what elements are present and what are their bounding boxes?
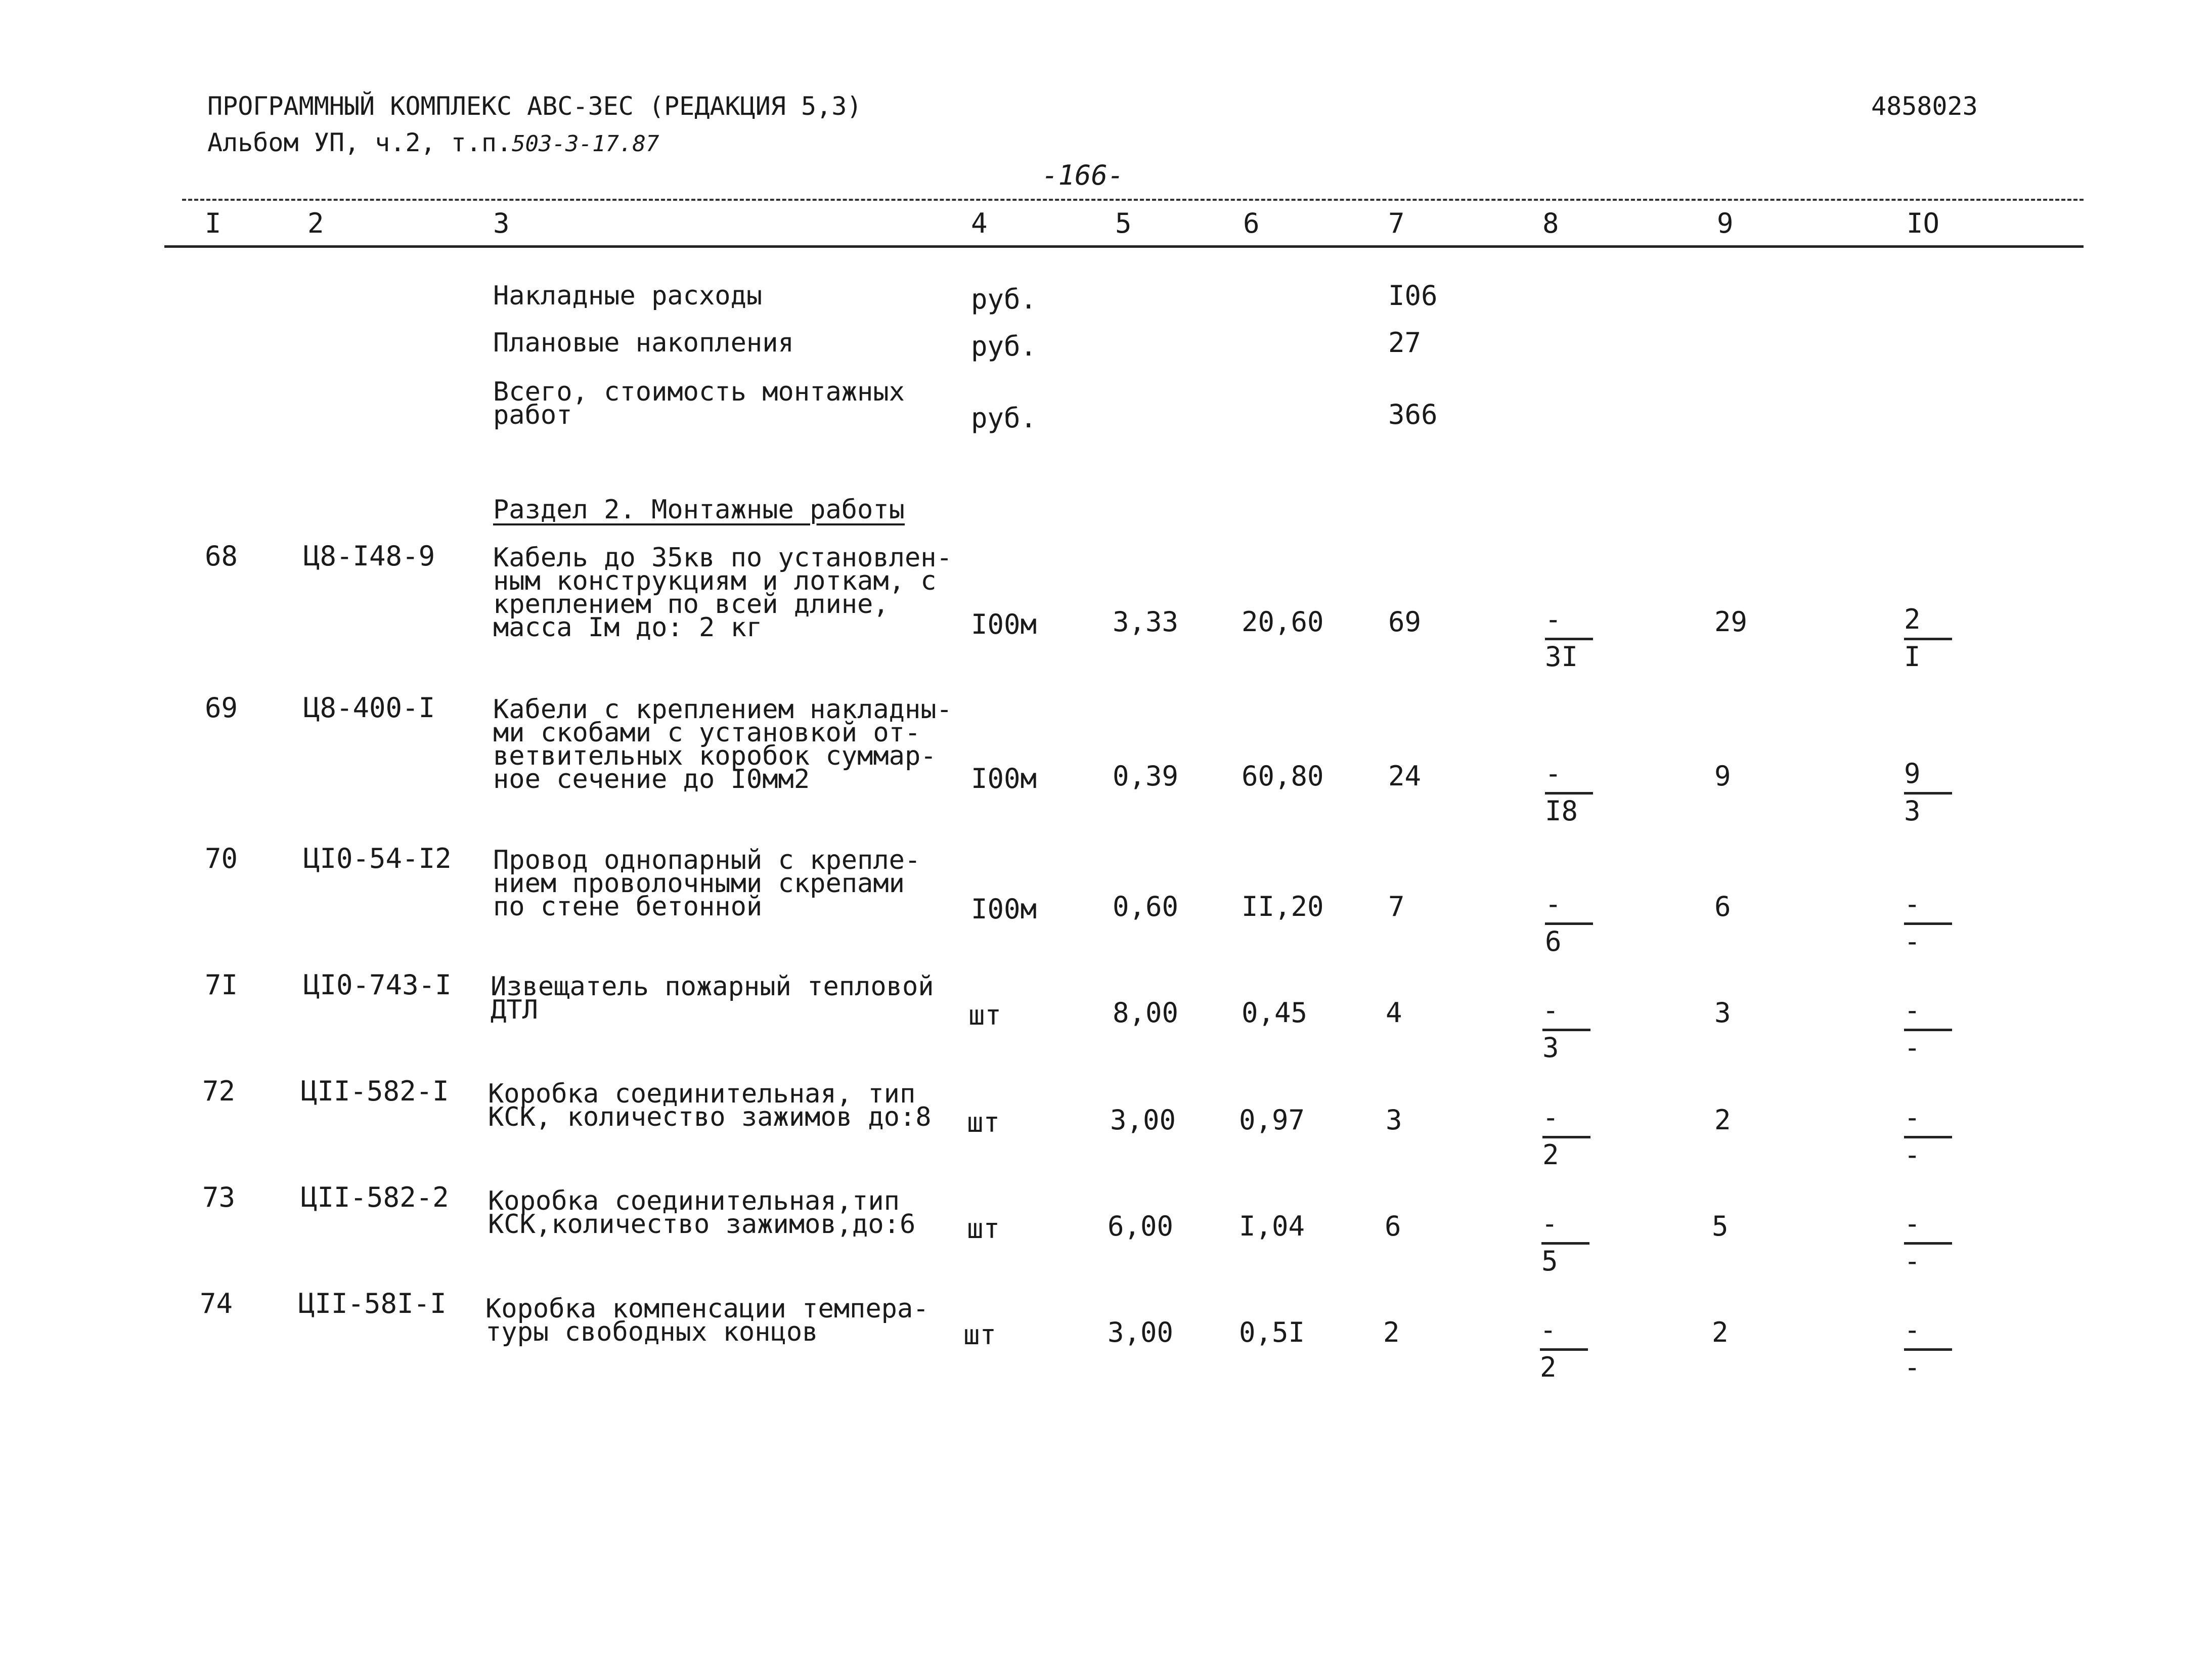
col10-bottom: - — [1904, 1245, 1921, 1277]
album-line — [207, 127, 659, 159]
row-total: 4 — [1386, 997, 1402, 1029]
row-number: 73 — [202, 1181, 236, 1213]
row-number: 74 — [200, 1288, 233, 1319]
fraction-bar — [1545, 638, 1593, 640]
row-code: Ц8-400-I — [303, 692, 435, 724]
row-code: ЦII-582-2 — [301, 1181, 449, 1213]
row-total: 3 — [1386, 1104, 1402, 1136]
col10-bottom: - — [1904, 1351, 1921, 1383]
row-price: 0,97 — [1239, 1104, 1305, 1136]
row-price: 60,80 — [1242, 760, 1324, 792]
col8-bottom: 3 — [1542, 1032, 1559, 1064]
row-code: ЦII-58I-I — [298, 1288, 447, 1319]
row-price: 20,60 — [1242, 606, 1324, 638]
row-unit: шт — [967, 1107, 1000, 1138]
row-description: Коробка соединительная, тип КСК, количество зажимов до:8 — [488, 1079, 932, 1132]
row-quantity: 6,00 — [1108, 1210, 1174, 1242]
top-dashed-rule — [182, 199, 2084, 201]
row-col9: 2 — [1712, 1316, 1729, 1348]
col8-top: - — [1542, 994, 1559, 1026]
fraction-bar — [1904, 1242, 1952, 1245]
row-col9: 6 — [1714, 891, 1731, 922]
row-quantity: 3,33 — [1113, 606, 1179, 638]
summary-value: 366 — [1388, 399, 1438, 430]
row-unit: шт — [967, 1213, 1000, 1245]
col8-top: - — [1540, 1314, 1557, 1346]
row-total: 7 — [1388, 891, 1405, 922]
document-number: 4858023 — [1871, 92, 1978, 121]
fraction-bar — [1545, 922, 1593, 925]
program-title: ПРОГРАММНЫЙ КОМПЛЕКС АВС-ЗЕС (РЕДАКЦИЯ 5,3) — [207, 92, 862, 121]
fraction-bar — [1904, 1029, 1952, 1031]
row-code: ЦII-582-I — [301, 1075, 449, 1107]
row-price: II,20 — [1242, 891, 1324, 922]
col10-top: - — [1904, 1101, 1921, 1133]
col8-bottom: 5 — [1541, 1245, 1558, 1277]
col10-bottom: - — [1904, 1139, 1921, 1171]
fraction-bar — [1541, 1242, 1589, 1245]
row-col9: 5 — [1712, 1210, 1729, 1242]
col8-top: - — [1545, 888, 1562, 920]
row-col9: 9 — [1714, 760, 1731, 792]
col-header-3: 3 — [493, 207, 510, 239]
col8-top: - — [1542, 1101, 1559, 1133]
row-number: 7I — [205, 969, 238, 1001]
col8-top: - — [1541, 1208, 1558, 1240]
album-label: Альбом УП, ч.2, т.п. — [207, 128, 512, 157]
row-total: 6 — [1385, 1210, 1401, 1242]
col10-top: - — [1904, 1314, 1921, 1346]
row-quantity: 3,00 — [1108, 1316, 1174, 1348]
row-number: 70 — [205, 843, 238, 874]
fraction-bar — [1904, 1348, 1952, 1351]
row-description: Извещатель пожарный тепловой ДТЛ — [491, 972, 934, 1025]
row-price: I,04 — [1239, 1210, 1305, 1242]
fraction-bar — [1904, 1136, 1952, 1138]
col-header-9: 9 — [1717, 207, 1734, 239]
row-code: ЦI0-743-I — [303, 969, 452, 1001]
row-number: 69 — [205, 692, 238, 724]
col8-top: - — [1545, 758, 1562, 789]
col8-bottom: 6 — [1545, 925, 1562, 957]
col-header-6: 6 — [1243, 207, 1260, 239]
fraction-bar — [1542, 1136, 1590, 1138]
col8-bottom: 3I — [1545, 641, 1578, 673]
header-bottom-rule — [164, 245, 2084, 248]
row-unit: I00м — [971, 763, 1037, 795]
col-header-5: 5 — [1115, 207, 1132, 239]
col8-bottom: 2 — [1542, 1139, 1559, 1171]
fraction-bar — [1904, 638, 1952, 640]
row-total: 2 — [1383, 1316, 1400, 1348]
row-quantity: 0,60 — [1113, 891, 1179, 922]
row-total: 24 — [1388, 760, 1422, 792]
album-handwritten: 503-3-17.87 — [512, 131, 659, 157]
row-col9: 2 — [1714, 1104, 1731, 1136]
row-quantity: 3,00 — [1110, 1104, 1176, 1136]
row-unit: шт — [968, 999, 1002, 1031]
col10-bottom: I — [1904, 641, 1921, 673]
col-header-1: I — [205, 207, 222, 239]
col8-bottom: 2 — [1540, 1351, 1557, 1383]
col-header-7: 7 — [1388, 207, 1405, 239]
fraction-bar — [1904, 792, 1952, 795]
row-price: 0,45 — [1242, 997, 1308, 1029]
col10-top: 9 — [1904, 758, 1921, 789]
fraction-bar — [1542, 1029, 1590, 1031]
summary-value: I06 — [1388, 280, 1438, 312]
row-price: 0,5I — [1239, 1316, 1305, 1348]
col10-bottom: 3 — [1904, 795, 1921, 827]
summary-unit: руб. — [971, 402, 1037, 434]
summary-value: 27 — [1388, 327, 1422, 359]
summary-unit: руб. — [971, 283, 1037, 315]
row-description: Коробка компенсации темпера- туры свободных концов — [485, 1294, 929, 1347]
col10-top: 2 — [1904, 603, 1921, 635]
row-quantity: 0,39 — [1113, 760, 1179, 792]
col10-top: - — [1904, 1208, 1921, 1240]
row-col9: 29 — [1714, 606, 1748, 638]
row-number: 72 — [202, 1075, 236, 1107]
col-header-8: 8 — [1542, 207, 1559, 239]
summary-unit: руб. — [971, 330, 1037, 362]
col10-bottom: - — [1904, 1032, 1921, 1064]
col-header-2: 2 — [307, 207, 324, 239]
col10-bottom: - — [1904, 925, 1921, 957]
row-description: Коробка соединительная,тип КСК,количество зажимов,до:6 — [488, 1186, 916, 1240]
summary-name: Накладные расходы — [493, 281, 763, 311]
row-unit: I00м — [971, 608, 1037, 640]
col10-top: - — [1904, 994, 1921, 1026]
row-unit: шт — [963, 1319, 997, 1351]
row-code: Ц8-I48-9 — [303, 540, 435, 572]
section-title: Раздел 2. Монтажные работы — [493, 495, 905, 525]
col-header-10: IO — [1907, 207, 1940, 239]
col8-bottom: I8 — [1545, 795, 1578, 827]
row-total: 69 — [1388, 606, 1422, 638]
fraction-bar — [1540, 1348, 1588, 1351]
row-description: Кабель до 35кв по установлен- ным конструкциям и лоткам, с креплением по всей длине, масса Iм до: 2 кг — [493, 543, 952, 643]
row-quantity: 8,00 — [1113, 997, 1179, 1029]
fraction-bar — [1904, 922, 1952, 925]
col8-top: - — [1545, 603, 1562, 635]
col-header-4: 4 — [971, 207, 988, 239]
row-col9: 3 — [1714, 997, 1731, 1029]
summary-name: Плановые накопления — [493, 328, 794, 358]
col10-top: - — [1904, 888, 1921, 920]
row-number: 68 — [205, 540, 238, 572]
row-description: Провод однопарный с крепле- нием проволочными скрепами по стене бетонной — [493, 845, 921, 922]
fraction-bar — [1545, 792, 1593, 795]
row-code: ЦI0-54-I2 — [303, 843, 452, 874]
page-number: -166- — [1042, 159, 1124, 191]
row-unit: I00м — [971, 893, 1037, 925]
row-description: Кабели с креплением накладны- ми скобами с установкой от- ветвительных коробок суммар- ное сечение до I0мм2 — [493, 694, 952, 795]
summary-name: Всего, стоимость монтажных работ — [493, 377, 905, 430]
